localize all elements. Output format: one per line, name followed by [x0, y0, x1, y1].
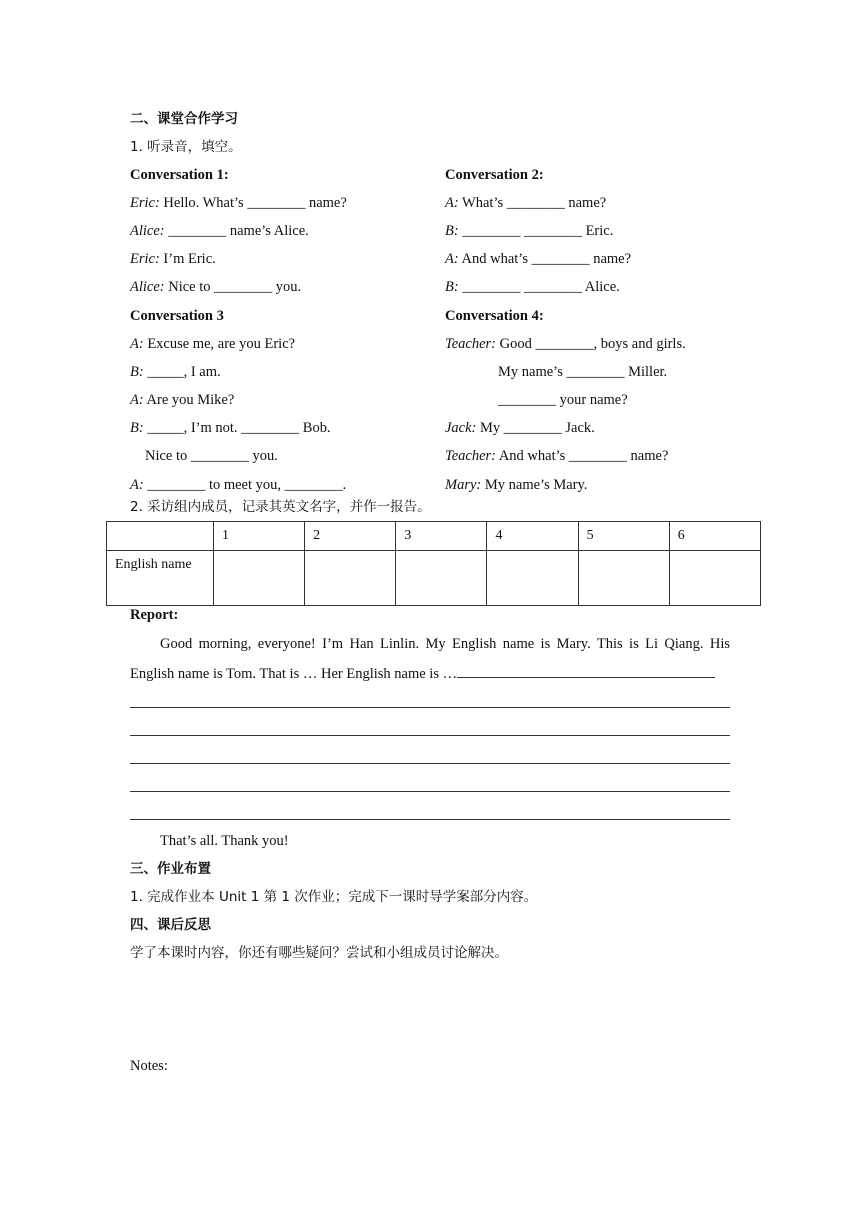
conversation-4-line: Teacher: And what’s ________ name?: [445, 448, 669, 464]
row-label-english-name: English name: [107, 551, 214, 606]
conversation-3-line: A: Are you Mike?: [130, 392, 235, 408]
report-text-line-2: English name is Tom. That is … Her English name is …: [130, 663, 715, 683]
conversation-4-line: Jack: My ________ Jack.: [445, 420, 595, 436]
conversation-3-line: A: Excuse me, are you Eric?: [130, 336, 296, 352]
conversation-4-line: Mary: My name’s Mary.: [445, 477, 588, 493]
conversation-4-line: My name’s ________ Miller.: [498, 364, 668, 380]
section-heading-3: 三、作业布置: [130, 861, 211, 877]
conversation-1-line: Eric: I’m Eric.: [130, 251, 216, 267]
report-label: Report:: [130, 607, 179, 623]
table-header-cell: 1: [214, 522, 305, 551]
english-name-cell-5[interactable]: [578, 551, 669, 606]
conversation-3-title: Conversation 3: [130, 308, 224, 324]
conversation-2-line: A: What’s ________ name?: [445, 195, 607, 211]
conversation-1-line: Eric: Hello. What’s ________ name?: [130, 195, 347, 211]
section-heading-2: 二、课堂合作学习: [130, 111, 238, 127]
report-blank-line[interactable]: [457, 663, 715, 678]
conversation-3-line: A: ________ to meet you, ________.: [130, 477, 347, 493]
notes-label: Notes:: [130, 1058, 168, 1074]
report-blank-line[interactable]: [130, 791, 730, 792]
english-name-cell-6[interactable]: [669, 551, 760, 606]
conversation-4-line: Teacher: Good ________, boys and girls.: [445, 336, 686, 352]
report-closing: That’s all. Thank you!: [160, 833, 289, 849]
english-name-cell-1[interactable]: [214, 551, 305, 606]
table-header-cell: 6: [669, 522, 760, 551]
conversation-2-line: B: ________ ________ Eric.: [445, 223, 614, 239]
conversation-3-line: B: _____, I’m not. ________ Bob.: [130, 420, 331, 436]
reflection-text: 学了本课时内容，你还有哪些疑问？尝试和小组成员讨论解决。: [130, 945, 508, 961]
conversation-3-line: B: _____, I am.: [130, 364, 221, 380]
conversation-1-line: Alice: ________ name’s Alice.: [130, 223, 309, 239]
conversation-1-line: Alice: Nice to ________ you.: [130, 279, 302, 295]
homework-item-1: 1. 完成作业本 Unit 1 第 1 次作业；完成下一课时导学案部分内容。: [130, 889, 538, 905]
conversation-2-line: B: ________ ________ Alice.: [445, 279, 620, 295]
report-blank-line[interactable]: [130, 819, 730, 820]
table-header-cell: 5: [578, 522, 669, 551]
table-header-cell: 2: [305, 522, 396, 551]
conversation-1-title: Conversation 1:: [130, 167, 229, 183]
conversation-3-line: Nice to ________ you.: [145, 448, 278, 464]
interview-table: [106, 521, 761, 606]
english-name-cell-3[interactable]: [396, 551, 487, 606]
report-blank-line[interactable]: [130, 707, 730, 708]
english-name-cell-4[interactable]: [487, 551, 578, 606]
task-1-instruction: 1. 听录音，填空。: [130, 139, 242, 155]
report-text-line-1: Good morning, everyone! I’m Han Linlin. My English name is Mary. This is Li Qiang. His: [160, 636, 730, 652]
report-blank-line[interactable]: [130, 735, 730, 736]
section-heading-4: 四、课后反思: [130, 917, 211, 933]
table-row: [107, 551, 761, 606]
task-2-instruction: 2. 采访组内成员，记录其英文名字，并作一报告。: [130, 499, 431, 515]
english-name-cell-2[interactable]: [305, 551, 396, 606]
conversation-4-title: Conversation 4:: [445, 308, 544, 324]
conversation-2-line: A: And what’s ________ name?: [445, 251, 632, 267]
conversation-4-line: ________ your name?: [498, 392, 628, 408]
conversation-2-title: Conversation 2:: [445, 167, 544, 183]
table-header-cell: 3: [396, 522, 487, 551]
report-blank-line[interactable]: [130, 763, 730, 764]
table-header-row: [107, 522, 761, 551]
table-header-cell: 4: [487, 522, 578, 551]
table-corner-cell: [107, 522, 214, 551]
